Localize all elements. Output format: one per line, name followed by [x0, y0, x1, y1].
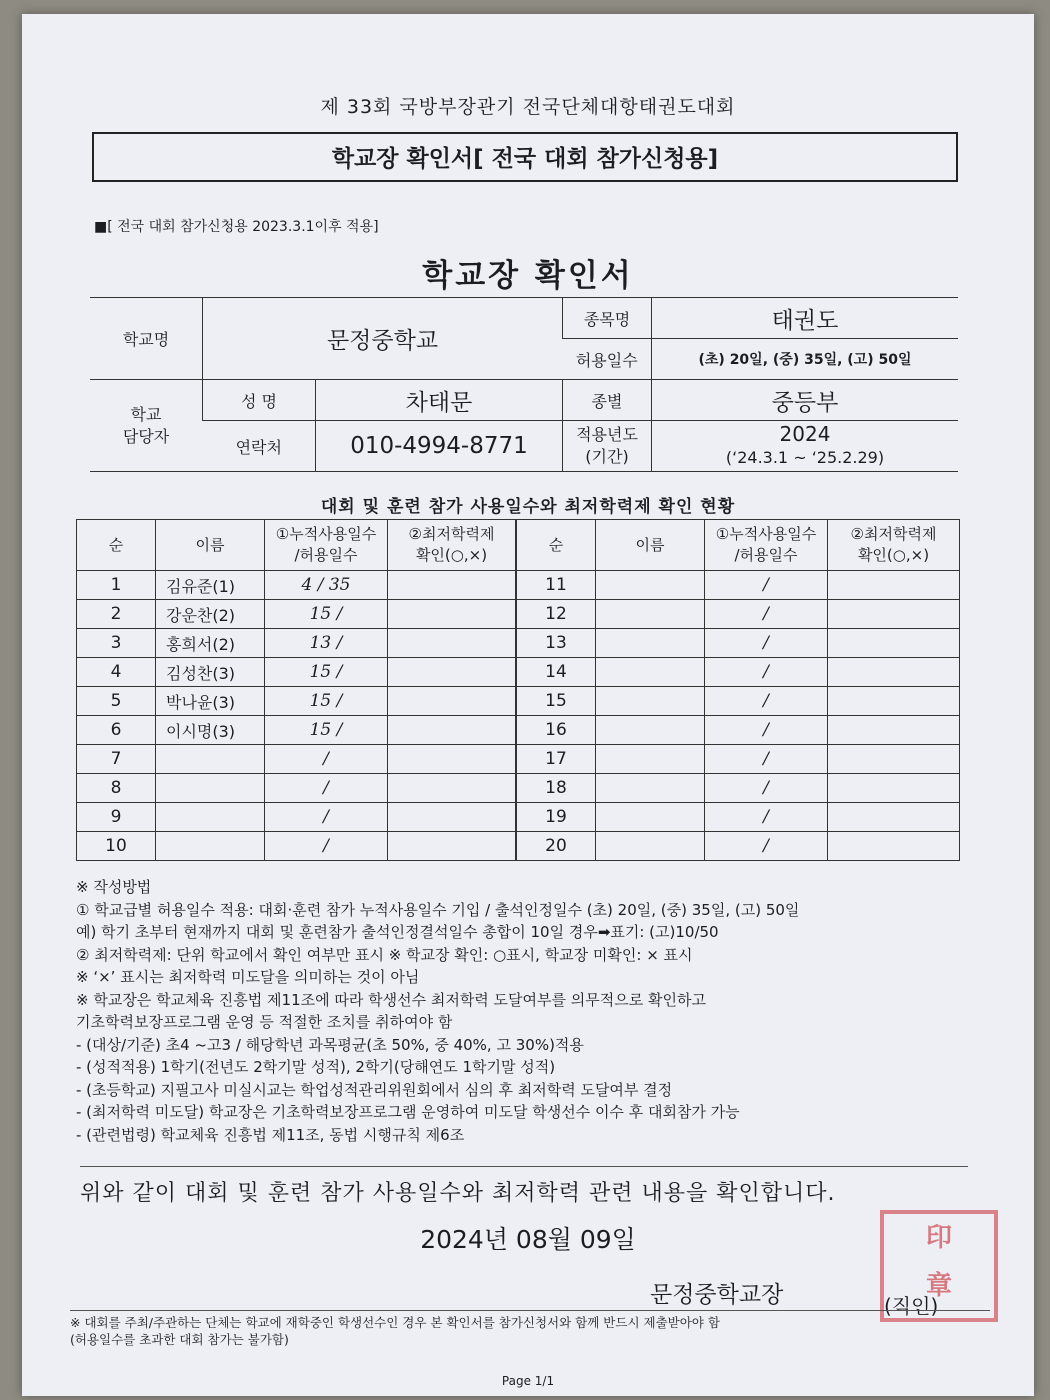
school-value: 문정중학교 — [203, 298, 563, 380]
row-academic-check — [388, 658, 516, 687]
row-days: / — [265, 774, 388, 803]
footnote-line-1: ※ 대회를 주최/주관하는 단체는 학교에 재학중인 학생선수인 경우 본 확인서를 참가신청서와 함께 반드시 제출받아야 함 — [70, 1315, 720, 1330]
row-no: 7 — [77, 745, 156, 774]
table-row — [77, 774, 516, 803]
info-table — [90, 297, 958, 472]
category-value: 중등부 — [652, 380, 959, 421]
instructions — [76, 876, 976, 1146]
row-days: 13 / — [265, 629, 388, 658]
apply-note: ■[ 전국 대회 참가신청용 2023.3.1이후 적용] — [94, 219, 379, 235]
table-row — [77, 658, 516, 687]
section-title: 대회 및 훈련 참가 사용일수와 최저학력제 확인 현황 — [320, 497, 736, 517]
table-row — [77, 629, 516, 658]
col-no: 순 — [77, 520, 156, 571]
row-days: / — [265, 832, 388, 861]
row-academic-check — [388, 832, 516, 861]
col-name: 이름 — [156, 520, 265, 571]
row-no: 16 — [517, 716, 596, 745]
row-days: / — [705, 629, 828, 658]
instruction-line: 예) 학기 초부터 현재까지 대회 및 훈련참가 출석인정결석일수 총합이 10일 경우➡표기: (고)10/50 — [76, 923, 719, 941]
row-name — [156, 803, 265, 832]
row-academic-check — [388, 687, 516, 716]
row-days: / — [705, 832, 828, 861]
col-acad — [388, 520, 516, 571]
row-days: / — [705, 600, 828, 629]
year-value-cell — [652, 421, 959, 472]
row-days: 15 / — [265, 687, 388, 716]
confirmation-text: 위와 같이 대회 및 훈련 참가 사용일수와 최저학력 관련 내용을 확인합니다. — [80, 1181, 836, 1206]
row-no: 5 — [77, 687, 156, 716]
instruction-line: ② 최저학력제: 단위 학교에서 확인 여부만 표시 ※ 학교장 확인: ○표시, 학교장 미확인: × 표시 — [76, 945, 693, 964]
table-row — [77, 571, 516, 600]
col-days-line2: /허용일수 — [294, 546, 358, 564]
category-label: 종별 — [563, 380, 652, 421]
contact-label: 연락처 — [203, 421, 316, 472]
col-acad-line1: ②최저학력제 — [408, 525, 495, 543]
row-name: 김성찬(3) — [156, 658, 265, 687]
row-name — [596, 600, 705, 629]
row-academic-check — [388, 774, 516, 803]
roster-header — [77, 520, 516, 571]
row-days: / — [265, 803, 388, 832]
row-name — [156, 745, 265, 774]
row-name — [596, 745, 705, 774]
manager-label: 학교 담당자 — [90, 380, 203, 472]
row-days: 15 / — [265, 716, 388, 745]
year-label: 적용년도 — [576, 425, 638, 444]
row-academic-check — [388, 716, 516, 745]
event-header: 제 33회 국방부장관기 전국단체대항태권도대회 — [320, 96, 736, 118]
divider — [80, 1166, 968, 1167]
seal-label: (직인) — [884, 1294, 939, 1318]
sport-value: 태권도 — [652, 298, 959, 339]
col-days-line1: ①누적사용일수 — [275, 525, 377, 543]
row-no: 13 — [517, 629, 596, 658]
row-days: / — [705, 687, 828, 716]
row-academic-check — [388, 629, 516, 658]
row-days: / — [705, 745, 828, 774]
row-academic-check — [388, 803, 516, 832]
document-page — [22, 14, 1034, 1396]
instruction-line: ※ ‘×’ 표시는 최저학력 미도달을 의미하는 것이 아님 — [76, 968, 420, 986]
row-academic-check — [828, 687, 960, 716]
instruction-line: - (관련법령) 학교체육 진흥법 제11조, 동법 시행규칙 제6조 — [76, 1125, 465, 1144]
row-name — [596, 571, 705, 600]
instruction-line: ※ 작성방법 — [76, 878, 152, 896]
row-no: 10 — [77, 832, 156, 861]
row-name: 박나윤(3) — [156, 687, 265, 716]
date: 2024년 08월 09일 — [420, 1225, 636, 1254]
table-row — [77, 832, 516, 861]
row-no: 20 — [517, 832, 596, 861]
instruction-line: - (대상/기준) 초4 ~고3 / 해당학년 과목평균(초 50%, 중 40%, 고 30%)적용 — [76, 1035, 584, 1054]
principal-name: 문정중학교장 — [650, 1282, 784, 1308]
table-row — [517, 716, 960, 745]
row-academic-check — [828, 571, 960, 600]
row-name — [596, 774, 705, 803]
row-name — [596, 687, 705, 716]
table-row — [517, 745, 960, 774]
table-row — [77, 745, 516, 774]
col-days-line1: ①누적사용일수 — [715, 525, 817, 543]
row-days: 15 / — [265, 658, 388, 687]
table-row — [517, 600, 960, 629]
col-name: 이름 — [596, 520, 705, 571]
days-label: 허용일수 — [563, 339, 652, 380]
row-no: 14 — [517, 658, 596, 687]
col-acad-line2: 확인(○,×) — [415, 546, 488, 564]
instruction-line: - (초등학교) 지필고사 미실시교는 학업성적관리위원회에서 심의 후 최저학력 도달여부 결정 — [76, 1080, 673, 1099]
row-no: 15 — [517, 687, 596, 716]
row-academic-check — [828, 716, 960, 745]
roster-table-right — [516, 519, 960, 861]
row-no: 12 — [517, 600, 596, 629]
row-academic-check — [828, 600, 960, 629]
row-academic-check — [828, 832, 960, 861]
row-name — [596, 803, 705, 832]
instruction-line: 기초학력보장프로그램 운영 등 적절한 조치를 취하여야 함 — [76, 1013, 453, 1031]
row-days: / — [705, 658, 828, 687]
row-days: / — [705, 571, 828, 600]
row-academic-check — [388, 600, 516, 629]
instruction-line: ※ 학교장은 학교체육 진흥법 제11조에 따라 학생선수 최저학력 도달여부를 의무적으로 확인하고 — [76, 990, 706, 1009]
row-name — [156, 774, 265, 803]
footnote-line-2: (허용일수를 초과한 대회 참가는 불가함) — [70, 1332, 289, 1347]
col-acad-line1: ②최저학력제 — [850, 525, 937, 543]
page-number: Page 1/1 — [501, 1374, 555, 1388]
row-name: 김유준(1) — [156, 571, 265, 600]
row-days: / — [705, 716, 828, 745]
row-academic-check — [828, 745, 960, 774]
seal-stamp-icon: 印 章 — [880, 1210, 998, 1322]
row-no: 6 — [77, 716, 156, 745]
table-row — [77, 600, 516, 629]
row-no: 11 — [517, 571, 596, 600]
period-label: (기간) — [585, 447, 629, 466]
row-academic-check — [828, 658, 960, 687]
table-row — [517, 832, 960, 861]
row-name — [156, 832, 265, 861]
col-acad-line2: 확인(○,×) — [857, 546, 930, 564]
col-acad — [828, 520, 960, 571]
table-row — [517, 658, 960, 687]
period-value: (‘24.3.1 ~ ‘25.2.29) — [725, 448, 885, 467]
contact-value: 010-4994-8771 — [316, 421, 563, 472]
name-label: 성 명 — [203, 380, 316, 421]
col-days — [705, 520, 828, 571]
table-row — [517, 571, 960, 600]
row-days: / — [265, 745, 388, 774]
row-no: 9 — [77, 803, 156, 832]
year-value: 2024 — [779, 422, 831, 446]
instruction-line: - (성적적용) 1학기(전년도 2학기말 성적), 2학기(당해연도 1학기말 성적) — [76, 1058, 556, 1076]
table-row — [517, 687, 960, 716]
row-no: 3 — [77, 629, 156, 658]
row-days: / — [705, 803, 828, 832]
row-days: 4 / 35 — [265, 571, 388, 600]
row-days: / — [705, 774, 828, 803]
row-no: 8 — [77, 774, 156, 803]
row-name — [596, 832, 705, 861]
table-row — [517, 803, 960, 832]
days-value: (초) 20일, (중) 35일, (고) 50일 — [652, 339, 959, 380]
row-name — [596, 716, 705, 745]
row-name — [596, 658, 705, 687]
row-no: 18 — [517, 774, 596, 803]
roster-table-left — [76, 519, 516, 861]
table-row — [517, 629, 960, 658]
row-academic-check — [388, 571, 516, 600]
row-no: 17 — [517, 745, 596, 774]
row-name — [596, 629, 705, 658]
school-label: 학교명 — [90, 298, 203, 380]
row-academic-check — [828, 774, 960, 803]
footnote — [70, 1310, 990, 1348]
row-name: 홍희서(2) — [156, 629, 265, 658]
row-no: 19 — [517, 803, 596, 832]
row-name: 이시명(3) — [156, 716, 265, 745]
table-row — [77, 803, 516, 832]
col-days — [265, 520, 388, 571]
table-row — [517, 774, 960, 803]
document-title: 학교장 확인서[ 전국 대회 참가신청용] — [92, 132, 958, 182]
row-academic-check — [388, 745, 516, 774]
form-title: 학교장 확인서 — [422, 258, 634, 294]
instruction-line: - (최저학력 미도달) 학교장은 기초학력보장프로그램 운영하여 미도달 학생선수 이수 후 대회참가 가능 — [76, 1103, 740, 1121]
sport-label: 종목명 — [563, 298, 652, 339]
col-days-line2: /허용일수 — [734, 546, 798, 564]
row-no: 1 — [77, 571, 156, 600]
instruction-line: ① 학교급별 허용일수 적용: 대회·훈련 참가 누적사용일수 기입 / 출석인정일수 (초) 20일, (중) 35일, (고) 50일 — [76, 900, 800, 919]
table-row — [77, 687, 516, 716]
row-no: 2 — [77, 600, 156, 629]
row-academic-check — [828, 629, 960, 658]
col-no: 순 — [517, 520, 596, 571]
row-no: 4 — [77, 658, 156, 687]
name-value: 차태문 — [316, 380, 563, 421]
table-row — [77, 716, 516, 745]
year-label-cell — [563, 421, 652, 472]
row-academic-check — [828, 803, 960, 832]
roster-header — [517, 520, 960, 571]
row-days: 15 / — [265, 600, 388, 629]
row-name: 강운찬(2) — [156, 600, 265, 629]
